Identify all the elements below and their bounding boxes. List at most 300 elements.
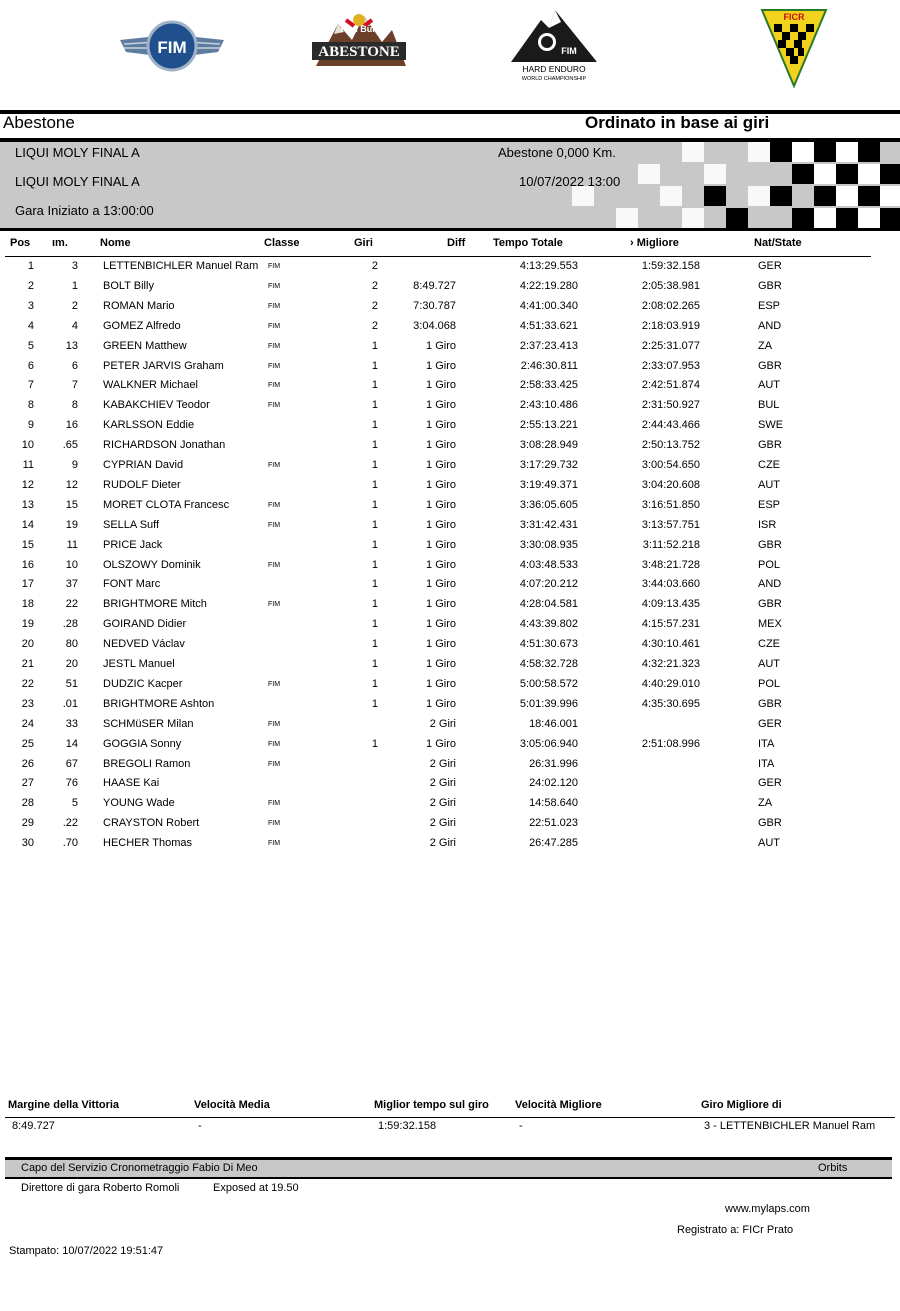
printed-timestamp: Stampato: 10/07/2022 19:51:47 [9,1245,164,1257]
pos-cell: 26 [21,757,34,770]
pos-cell: 2 [27,279,34,292]
number-cell: 20 [65,658,78,670]
race-name-secondary: LIQUI MOLY FINAL A [15,174,140,189]
nation-cell: GER [758,777,782,790]
number-cell: 3 [71,260,78,272]
svg-text:FICR: FICR [783,12,805,22]
nation-cell: CZE [758,459,780,471]
total-time: 5:00:58.572 [519,677,578,690]
total-time: 4:58:32.728 [519,658,578,670]
nation-cell: POL [758,677,781,690]
laps-cell: 1 [371,419,378,432]
pos-cell: 5 [27,339,34,352]
pos-cell: 30 [21,837,34,850]
nation-cell: AUT [758,837,780,850]
rider-name: DUDZIC Kacper [103,677,183,690]
nation-cell: ZA [758,339,773,352]
best-lap: 4:35:30.695 [641,697,700,710]
number-cell: .70 [62,837,78,850]
laps-cell: 1 [371,439,378,452]
number-cell: 2 [71,299,78,312]
number-cell: 22 [65,598,78,611]
nation-cell: BUL [758,399,780,412]
rider-name: KARLSSON Eddie [103,419,195,432]
table-row [0,439,900,459]
diff-cell: 1 Giro [426,638,456,651]
number-cell: 12 [65,478,78,491]
diff-cell: 1 Giro [426,538,456,551]
svg-text:ABESTONE: ABESTONE [318,44,400,60]
nation-cell: GBR [758,359,782,372]
rider-name: ROMAN Mario [103,299,175,312]
laps-cell: 1 [371,459,378,471]
best-lap: 1:59:32.158 [641,260,700,272]
pos-cell: 22 [21,677,34,690]
table-row [0,320,900,340]
svg-text:Red Bull: Red Bull [340,24,378,34]
diff-cell: 7:30.787 [413,299,456,312]
number-cell: 13 [65,339,78,352]
laps-cell: 1 [371,677,378,690]
rider-name: BRIGHTMORE Ashton [103,697,215,710]
diff-cell: 1 Giro [426,459,456,471]
table-row [0,638,900,658]
timing-chief: Capo del Servizio Cronometraggio Fabio Di Meo [21,1162,258,1174]
class-cell: FIM [268,263,281,270]
pos-cell: 18 [21,598,34,611]
nation-cell: ZA [758,797,773,810]
total-time: 2:43:10.486 [519,399,578,412]
table-row [0,578,900,598]
table-row [0,559,900,579]
svg-text:FIM: FIM [157,38,187,57]
best-lap-by-label: Giro Migliore di [701,1099,782,1111]
best-lap: 3:44:03.660 [641,578,700,591]
total-time: 2:46:30.811 [520,359,578,372]
rider-name: RICHARDSON Jonathan [103,439,226,452]
laps-cell: 1 [371,498,378,511]
best-lap-label: Miglior tempo sul giro [374,1099,489,1111]
pos-cell: 17 [21,578,34,591]
rider-name: PRICE Jack [103,538,163,551]
col-header-class: Classe [264,237,300,249]
diff-cell: 2 Giri [429,777,456,790]
rider-name: OLSZOWY Dominik [103,558,201,571]
number-cell: 33 [65,717,78,730]
pos-cell: 20 [21,638,34,651]
table-row [0,280,900,300]
margin-label: Margine della Vittoria [8,1099,120,1111]
best-lap: 2:51:08.996 [641,737,700,750]
rider-name: BOLT Billy [103,279,154,292]
class-cell: FIM [268,501,281,509]
best-lap: 4:09:13.435 [641,598,700,611]
pos-cell: 13 [21,498,34,511]
nation-cell: AUT [758,379,780,392]
table-row [0,618,900,638]
best-lap: 2:25:31.077 [641,339,700,352]
pos-cell: 25 [21,737,34,750]
pos-cell: 21 [21,658,34,670]
table-row [0,479,900,499]
rider-name: JESTL Manuel [103,658,175,670]
diff-cell: 1 Giro [426,359,456,372]
margin-value: 8:49.727 [12,1120,55,1132]
diff-cell: 2 Giri [429,837,456,850]
best-lap: 2:05:38.981 [641,279,700,292]
nation-cell: AND [758,319,782,332]
pos-cell: 11 [22,459,34,471]
best-lap: 4:15:57.231 [641,618,700,631]
best-lap: 4:32:21.323 [641,658,700,670]
rider-name: LETTENBICHLER Manuel Ram [103,260,259,272]
svg-text:FIM: FIM [561,46,577,56]
class-cell: FIM [268,601,281,609]
pos-cell: 12 [21,478,34,491]
total-time: 26:47.285 [529,837,578,850]
pos-cell: 16 [21,558,34,571]
number-cell: 76 [65,777,78,790]
rider-name: HECHER Thomas [103,837,193,850]
total-time: 3:05:06.940 [519,737,578,750]
number-cell: 80 [65,638,78,651]
race-info-box [0,142,900,228]
nation-cell: CZE [758,638,780,651]
bottom-divider [0,228,900,231]
best-lap: 2:42:51.874 [641,379,700,392]
number-cell: 4 [71,319,78,332]
best-lap: 4:40:29.010 [641,677,700,690]
nation-cell: ISR [758,518,777,531]
rider-name: WALKNER Michael [103,379,198,392]
pos-cell: 14 [21,518,34,531]
total-time: 4:28:04.581 [519,598,578,611]
col-header-pos: Pos [10,237,31,249]
pos-cell: 27 [21,777,34,790]
pos-cell: 29 [21,817,34,830]
pos-cell: 7 [27,379,34,392]
class-cell: FIM [268,322,281,330]
pos-cell: 15 [21,538,34,551]
table-row [0,698,900,718]
best-lap: 3:04:20.608 [641,478,700,491]
event-name: Abestone [3,113,75,132]
number-cell: 5 [71,797,78,810]
rider-name: YOUNG Wade [103,797,175,810]
table-row [0,399,900,419]
col-header-num: ım. [52,237,68,249]
table-row [0,678,900,698]
total-time: 3:17:29.732 [519,459,578,471]
best-lap: 4:30:10.461 [641,638,700,651]
table-row [0,797,900,817]
laps-cell: 1 [371,558,378,571]
total-time: 3:19:49.371 [519,478,578,491]
class-cell: FIM [268,760,281,768]
nation-cell: GBR [758,439,782,452]
rider-name: CYPRIAN David [103,459,184,471]
diff-cell: 1 Giro [426,598,456,611]
rider-name: FONT Marc [103,578,161,591]
total-time: 3:36:05.605 [519,498,578,511]
best-lap: 3:11:52.218 [642,538,700,551]
nation-cell: POL [758,558,781,571]
total-time: 24:02.120 [529,777,578,790]
rider-name: BRIGHTMORE Mitch [103,598,207,611]
total-time: 3:08:28.949 [519,439,578,452]
laps-cell: 2 [371,279,378,292]
table-row [0,379,900,399]
nation-cell: AND [758,578,782,591]
class-cell: FIM [268,561,281,569]
nation-cell: GBR [758,697,782,710]
total-time: 3:31:42.431 [519,518,578,531]
sort-label: Ordinato in base ai giri [585,113,770,132]
diff-cell: 1 Giro [426,558,456,571]
best-speed-value: - [519,1120,523,1132]
race-location: Abestone 0,000 Km. [498,145,616,160]
rider-name: KABAKCHIEV Teodor [103,399,210,412]
laps-cell: 1 [371,598,378,611]
number-cell: 9 [71,459,78,471]
total-time: 3:30:08.935 [519,538,578,551]
number-cell: .28 [62,618,78,631]
table-row [0,340,900,360]
table-row [0,419,900,439]
number-cell: .65 [62,439,78,452]
checkered-flag-graphic [572,142,900,228]
nation-cell: SWE [758,419,784,432]
total-time: 14:58.640 [529,797,578,810]
best-lap-value: 1:59:32.158 [378,1120,437,1132]
total-time: 2:55:13.221 [519,419,578,432]
laps-cell: 1 [371,658,378,670]
table-row [0,738,900,758]
diff-cell: 8:49.727 [413,279,456,292]
total-time: 4:13:29.553 [519,260,578,272]
class-cell: FIM [268,342,281,350]
nation-cell: GBR [758,817,782,830]
col-header-total: Tempo Totale [493,237,563,249]
total-time: 4:51:30.673 [519,638,578,651]
table-row [0,837,900,857]
rider-name: MORET CLOTA Francesc [103,498,230,511]
nation-cell: ESP [758,299,781,312]
total-time: 4:51:33.621 [519,319,578,332]
class-cell: FIM [268,462,281,469]
diff-cell: 1 Giro [426,498,456,511]
total-time: 22:51.023 [529,817,578,830]
col-header-best: › Migliore [630,237,679,249]
race-start-time: Gara Iniziato a 13:00:00 [15,203,154,218]
rider-name: GOIRAND Didier [103,618,187,631]
class-cell: FIM [268,840,281,848]
table-row [0,718,900,738]
number-cell: .01 [62,697,78,710]
svg-text:HARD ENDURO: HARD ENDURO [522,64,586,74]
table-row [0,300,900,320]
exposed-time: Exposed at 19.50 [213,1182,299,1194]
diff-cell: 1 Giro [426,339,456,352]
number-cell: 51 [65,677,78,690]
pos-cell: 3 [27,299,34,312]
diff-cell: 1 Giro [426,379,456,392]
number-cell: 67 [65,757,78,770]
diff-cell: 2 Giri [429,797,456,810]
diff-cell: 2 Giri [429,817,456,830]
laps-cell: 1 [371,578,378,591]
number-cell: 19 [65,518,78,531]
diff-cell: 1 Giro [426,578,456,591]
number-cell: 11 [66,538,78,551]
laps-cell: 1 [371,399,378,412]
diff-cell: 3:04.068 [413,319,456,332]
rider-name: SELLA Suff [103,518,160,531]
pos-cell: 24 [21,717,34,730]
col-header-diff: Diff [447,237,466,249]
diff-cell: 2 Giri [429,717,456,730]
nation-cell: ITA [758,737,775,750]
abestone-logo [308,6,410,76]
total-time: 4:43:39.802 [519,618,578,631]
total-time: 26:31.996 [529,757,578,770]
table-row [0,817,900,837]
nation-cell: GBR [758,598,782,611]
best-lap: 2:31:50.927 [641,399,700,412]
class-cell: FIM [268,800,281,808]
nation-cell: GBR [758,538,782,551]
best-lap: 3:13:57.751 [641,518,700,531]
class-cell: FIM [268,740,281,748]
pos-cell: 10 [21,439,34,452]
number-cell: .22 [62,817,78,830]
number-cell: 7 [71,379,78,392]
laps-cell: 1 [371,518,378,531]
class-cell: FIM [268,680,281,688]
diff-cell: 1 Giro [426,419,456,432]
nation-cell: GBR [758,279,782,292]
table-row [0,260,900,280]
best-lap: 2:08:02.265 [641,299,700,312]
pos-cell: 9 [27,419,34,432]
number-cell: 10 [65,558,78,571]
website-link[interactable]: www.mylaps.com [725,1203,810,1215]
class-cell: FIM [268,302,281,310]
summary-underline [5,1117,895,1118]
diff-cell: 1 Giro [426,737,456,750]
nation-cell: GER [758,717,782,730]
class-cell: FIM [268,382,281,390]
class-cell: FIM [268,402,281,410]
best-lap: 3:00:54.650 [641,459,700,471]
laps-cell: 2 [371,260,378,272]
pos-cell: 4 [27,319,34,332]
laps-cell: 1 [371,538,378,551]
pos-cell: 19 [21,618,34,631]
best-lap: 3:48:21.728 [641,558,700,571]
hard-enduro-logo [505,8,603,82]
total-time: 4:03:48.533 [519,558,578,571]
total-time: 5:01:39.996 [519,697,578,710]
table-row [0,598,900,618]
table-row [0,519,900,539]
laps-cell: 1 [371,379,378,392]
ficr-logo [760,8,828,88]
class-cell: FIM [268,720,281,728]
laps-cell: 2 [371,319,378,332]
diff-cell: 1 Giro [426,518,456,531]
table-row [0,539,900,559]
diff-cell: 1 Giro [426,399,456,412]
pos-cell: 28 [21,797,34,810]
table-row [0,758,900,778]
rider-name: PETER JARVIS Graham [103,359,224,372]
pos-cell: 6 [27,359,34,372]
diff-cell: 1 Giro [426,677,456,690]
nation-cell: ESP [758,498,781,511]
registered-to: Registrato a: FICr Prato [677,1224,794,1236]
total-time: 4:41:00.340 [519,299,578,312]
best-speed-label: Velocità Migliore [515,1099,602,1111]
class-cell: FIM [268,282,281,290]
rider-name: CRAYSTON Robert [103,817,200,830]
col-header-laps: Giri [354,237,373,249]
race-name: LIQUI MOLY FINAL A [15,145,140,160]
number-cell: 14 [65,737,78,750]
fim-logo [118,18,226,74]
number-cell: 37 [65,578,78,591]
diff-cell: 2 Giri [429,757,456,770]
nation-cell: AUT [758,658,780,670]
total-time: 4:22:19.280 [519,279,578,292]
laps-cell: 1 [371,618,378,631]
number-cell: 6 [71,359,78,372]
pos-cell: 1 [27,260,34,272]
laps-cell: 1 [371,697,378,710]
rider-name: BREGOLI Ramon [103,757,191,770]
number-cell: 8 [71,399,78,412]
diff-cell: 1 Giro [426,439,456,452]
diff-cell: 1 Giro [426,658,456,670]
pos-cell: 8 [27,399,34,412]
rider-name: GREEN Matthew [103,339,187,352]
table-row [0,459,900,479]
class-cell: FIM [268,521,281,529]
header-underline [5,256,871,257]
total-time: 4:07:20.212 [519,578,578,591]
pos-cell: 23 [21,697,34,710]
class-cell: FIM [268,362,281,370]
best-lap: 3:16:51.850 [641,498,700,511]
number-cell: 1 [71,279,78,292]
svg-text:WORLD CHAMPIONSHIP: WORLD CHAMPIONSHIP [521,76,587,82]
nation-cell: GER [758,260,782,272]
table-row [0,658,900,678]
laps-cell: 1 [371,638,378,651]
rider-name: GOGGIA Sonny [103,737,182,750]
col-header-name: Nome [100,237,131,249]
total-time: 2:37:23.413 [519,339,578,352]
best-lap: 2:18:03.919 [641,319,700,332]
diff-cell: 1 Giro [426,697,456,710]
laps-cell: 1 [371,478,378,491]
diff-cell: 1 Giro [426,618,456,631]
number-cell: 16 [65,419,78,432]
best-lap: 2:44:43.466 [641,419,700,432]
table-row [0,360,900,380]
laps-cell: 2 [371,299,378,312]
number-cell: 15 [65,498,78,511]
